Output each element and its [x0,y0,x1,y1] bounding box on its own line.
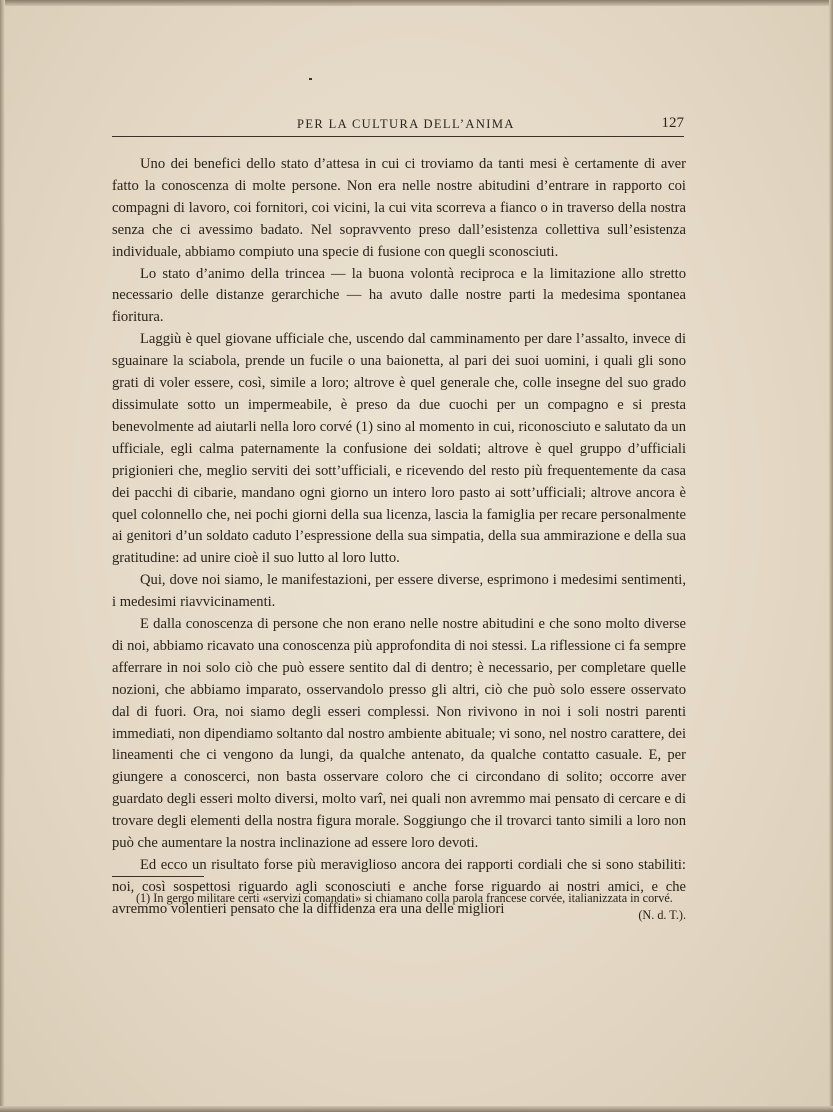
body-text [112,154,686,921]
footnote-rule [112,876,204,877]
page-number: 127 [661,115,684,131]
page-edge-top [0,0,833,6]
running-title: PER LA CULTURA DELL’ANIMA [297,117,515,131]
paragraph: Lo stato d’animo della trincea — la buona volontà reciproca e la limitazione allo stretto necessario delle distanze gerarchiche — ha avuto dalle nostre parti la medesima spontanea fioritura. [112,265,686,326]
paragraph: Qui, dove noi siamo, le manifestazioni, per essere diverse, esprimono i medesimi sentimenti, i medesimi riavvicinamenti. [112,572,686,611]
page-edge-bottom [0,1106,833,1112]
ink-speck [309,78,312,80]
paragraph: E dalla conoscenza di persone che non erano nelle nostre abitudini e che sono molto diverse di noi, abbiamo ricavato una conoscenza più approfondita di noi stessi. La riflessione ci fa sempre afferrare in noi solo ciò che può essere sentito dal di dentro; è necessario, per completare quelle nozioni, che abbiamo imparato, osservandolo presso gli altri, ciò che può solo essere osservato dal di fuori. Ora, noi siamo degli esseri complessi. Non rivivono in noi i soli nostri parenti immediati, non dipendiamo soltanto dal nostro ambiente abituale; vi sono, nel nostro carattere, dei lineamenti che ci vengono da lungi, da qualche antenato, da qualche contatto casuale. E, per giungere a conoscerci, non basta osservare coloro che ci circondano di solito; occorre aver guardato degli esseri molto diversi, molto varî, nei quali non avremmo mai pensato di cercare e di trovare degli elementi della nostra figura morale. Soggiungo che il trovarci tanto simili a loro non può che aumentare la nostra inclinazione ad essere loro devoti. [112,616,686,852]
paragraph: Laggiù è quel giovane ufficiale che, uscendo dal camminamento per dare l’assalto, invece di sguainare la sciabola, prende un fucile o una baionetta, al pari dei suoi uomini, i quali gli sono grati di voler essere, così, simile a loro; altrove è quel generale che, colle insegne del suo grado dissimulate sotto un impermeabile, è preso da due cuochi per un compagno e si presta benevolmente ad aiutarli nella loro corvé (1) sino al momento in cui, riconosciuto e salutato da un ufficiale, egli calma paternamente la confusione dei soldati; altrove è quel gruppo d’ufficiali prigionieri che, meglio serviti dei sott’ufficiali, e ricevendo del resto più frequentemente da casa dei pacchi di cibarie, mandano ogni giorno un intero loro pasto ai sott’ufficiali; altrove ancora è quel colonnello che, nei pochi giorni della sua licenza, lascia la famiglia per recare personalmente ai genitori d’un soldato caduto l’espressione della sua simpatia, della sua ammirazione e della sua gratitudine: ad unire cioè il suo lutto al loro lutto. [112,331,686,567]
page-edge-left [0,0,5,1112]
header-rule [112,136,684,137]
paragraph: Uno dei benefici dello stato d’attesa in cui ci troviamo da tanti mesi è certamente di aver fatto la conoscenza di molte persone. Non era nelle nostre abitudini d’entrare in rapporto coi compagni di lavoro, coi fornitori, coi vicini, la cui vita scorreva a fianco o in traverso della nostra senza che ci avessimo badato. Nel sopravvento preso dall’esistenza collettiva sull’esistenza individuale, abbiamo compiuto una specie di fusione con quegli sconosciuti. [112,156,686,260]
footnote-signature: (N. d. T.). [638,908,686,922]
footnote [112,890,686,924]
page-header [112,115,684,139]
footnote-text: (1) In gergo militare certi «servizi comandati» si chiamano colla parola francese corvée, italianizzata in corvé. [136,891,673,905]
paragraph: Ed ecco un risultato forse più meraviglioso ancora dei rapporti cordiali che si sono stabiliti: noi, così sospettosi riguardo agli sconosciuti e anche forse riguardo ai nostri amici, e che avremmo volentieri pensato che la diffidenza era una delle migliori [112,857,686,917]
page-edge-right [829,0,833,1112]
